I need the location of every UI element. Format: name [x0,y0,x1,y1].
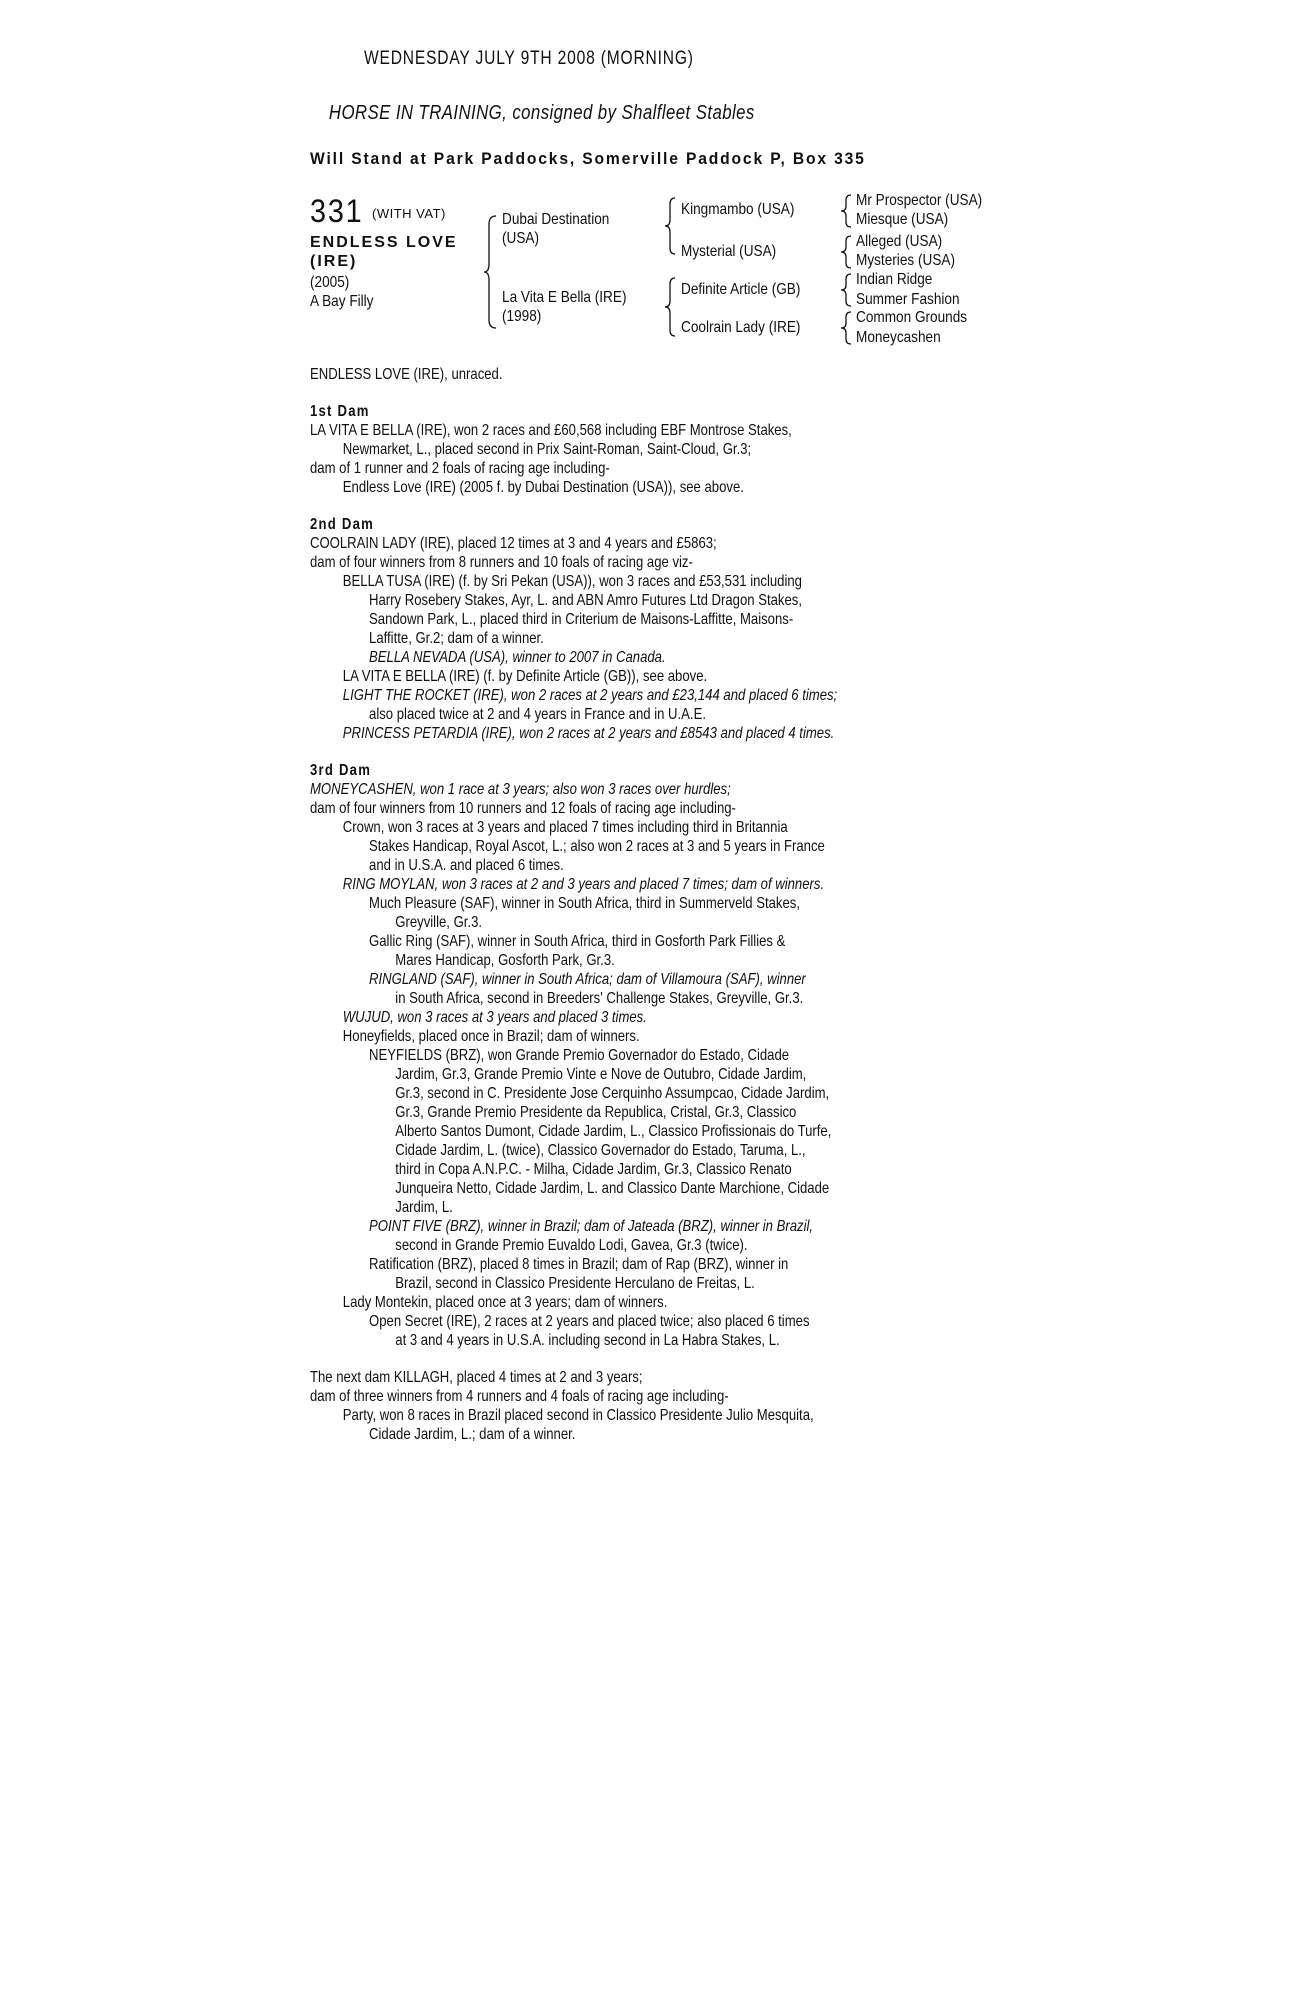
horse-details [310,273,373,311]
dam-year: (1998) [502,308,542,325]
dam3-line: Alberto Santos Dumont, Cidade Jardim, L., Classico Profissionais do Turfe, [395,1123,832,1140]
dam1-line: Endless Love (IRE) (2005 f. by Dubai Destination (USA)), see above. [342,479,744,496]
pedigree-brace-ds [840,272,852,308]
dam3-line: RING MOYLAN, won 3 races at 2 and 3 years and placed 7 times; dam of winners. [342,876,825,893]
dam2-line: BELLA TUSA (IRE) (f. by Sri Pekan (USA)), won 3 races and £53,531 including [342,573,802,590]
dam1-line: Newmarket, L., placed second in Prix Saint-Roman, Saint-Cloud, Gr.3; [342,441,752,458]
dam3-line: Junqueira Netto, Cidade Jardim, L. and Classico Dante Marchione, Cidade [395,1180,830,1197]
dam3-line: Gr.3, second in C. Presidente Jose Cerquinho Assumpcao, Cidade Jardim, [395,1085,830,1102]
dam2-line: Sandown Park, L., placed third in Criterium de Maisons-Laffitte, Maisons- [369,611,794,628]
pedigree-brace-dd [840,310,852,346]
dam1-line: dam of 1 runner and 2 foals of racing age including- [310,460,610,477]
dam-dam: Coolrain Lady (IRE) [681,319,801,336]
dam3-line: Greyville, Gr.3. [395,914,483,931]
sire-country: (USA) [502,230,540,247]
dam-dam-dam: Moneycashen [856,329,941,346]
sire-dam-sire: Alleged (USA) [856,233,943,250]
sire-name: Dubai Destination [502,211,610,228]
horse-name [310,233,460,271]
dam3-line: Stakes Handicap, Royal Ascot, L.; also won 2 races at 3 and 5 years in France [369,838,825,855]
horse-description: A Bay Filly [310,293,374,310]
dam3-line: Jardim, Gr.3, Grande Premio Vinte e Nove de Outubro, Cidade Jardim, [395,1066,807,1083]
dam2-line: BELLA NEVADA (USA), winner to 2007 in Canada. [369,649,666,666]
sire-dam: Mysterial (USA) [681,243,777,260]
sire-sire-sire: Mr Prospector (USA) [856,192,983,209]
dam3-line: Mares Handicap, Gosforth Park, Gr.3. [395,952,615,969]
dam3-line: Lady Montekin, placed once at 3 years; dam of winners. [342,1294,668,1311]
next-dam-line: Party, won 8 races in Brazil placed second in Classico Presidente Julio Mesquita, [342,1407,814,1424]
dam3-line: NEYFIELDS (BRZ), won Grande Premio Governador do Estado, Cidade [369,1047,790,1064]
dam3-line: second in Grande Premio Euvaldo Lodi, Gavea, Gr.3 (twice). [395,1237,748,1254]
next-dam-line: dam of three winners from 4 runners and 4 foals of racing age including- [310,1388,729,1405]
sire [502,210,609,248]
pedigree-brace-sd [840,234,852,270]
dam3-line: Much Pleasure (SAF), winner in South Africa, third in Summerveld Stakes, [369,895,800,912]
first-dam-heading: 1st Dam [310,403,370,420]
dam3-line: RINGLAND (SAF), winner in South Africa; dam of Villamoura (SAF), winner [369,971,806,988]
pedigree-brace-sire [664,196,676,256]
dam3-line: at 3 and 4 years in U.S.A. including second in La Habra Stakes, L. [395,1332,780,1349]
dam1-line: LA VITA E BELLA (IRE), won 2 races and £60,568 including EBF Montrose Stakes, [310,422,792,439]
sire-dam-dam: Mysteries (USA) [856,252,955,269]
dam3-line: Open Secret (IRE), 2 races at 2 years and placed twice; also placed 6 times [369,1313,810,1330]
dam3-line: and in U.S.A. and placed 6 times. [369,857,564,874]
pedigree-brace-main [483,214,497,330]
dam-name: La Vita E Bella (IRE) [502,289,627,306]
stand-location: Will Stand at Park Paddocks, Somerville Paddock P, Box 335 [310,149,866,168]
dam3-line: Brazil, second in Classico Presidente Herculano de Freitas, L. [395,1275,755,1292]
dam2-line: dam of four winners from 8 runners and 10 foals of racing age viz- [310,554,693,571]
lot-number: 331 [310,193,364,229]
dam2-line: LA VITA E BELLA (IRE) (f. by Definite Article (GB)), see above. [342,668,708,685]
dam3-line: third in Copa A.N.P.C. - Milha, Cidade Jardim, Gr.3, Classico Renato [395,1161,792,1178]
dam3-line: POINT FIVE (BRZ), winner in Brazil; dam of Jateada (BRZ), winner in Brazil, [369,1218,814,1235]
dam2-line: COOLRAIN LADY (IRE), placed 12 times at 3 and 4 years and £5863; [310,535,717,552]
race-record-intro: ENDLESS LOVE (IRE), unraced. [310,366,503,383]
dam3-line: dam of four winners from 10 runners and 12 foals of racing age including- [310,800,736,817]
dam3-line: Gr.3, Grande Premio Presidente da Republica, Cristal, Gr.3, Classico [395,1104,797,1121]
dam3-line: Ratification (BRZ), placed 8 times in Brazil; dam of Rap (BRZ), winner in [369,1256,789,1273]
dam2-line: Laffitte, Gr.2; dam of a winner. [369,630,544,647]
dam-sire-dam: Summer Fashion [856,291,960,308]
dam-dam-sire: Common Grounds [856,309,968,326]
dam3-line: Jardim, L. [395,1199,453,1216]
dam-sire-sire: Indian Ridge [856,271,933,288]
dam3-line: Honeyfields, placed once in Brazil; dam of winners. [342,1028,640,1045]
lot-header [310,193,446,230]
pedigree-brace-ss [840,193,852,229]
consignor-line: HORSE IN TRAINING, consigned by Shalfleet Stables [328,102,755,124]
dam3-line: in South Africa, second in Breeders' Challenge Stakes, Greyville, Gr.3. [395,990,804,1007]
sire-sire: Kingmambo (USA) [681,201,795,218]
dam [502,288,626,326]
dam2-line: LIGHT THE ROCKET (IRE), won 2 races at 2 years and £23,144 and placed 6 times; [342,687,838,704]
dam3-line: MONEYCASHEN, won 1 race at 3 years; also won 3 races over hurdles; [310,781,731,798]
dam-sire: Definite Article (GB) [681,281,801,298]
sale-date: WEDNESDAY JULY 9TH 2008 (MORNING) [364,48,694,69]
second-dam-heading: 2nd Dam [310,516,375,533]
foaling-year: (2005) [310,274,350,291]
dam2-line: also placed twice at 2 and 4 years in France and in U.A.E. [369,706,706,723]
next-dam-line: Cidade Jardim, L.; dam of a winner. [369,1426,576,1443]
catalogue-body [310,365,1000,1444]
dam2-line: PRINCESS PETARDIA (IRE), won 2 races at 2 years and £8543 and placed 4 times. [342,725,835,742]
dam3-line: Cidade Jardim, L. (twice), Classico Governador do Estado, Taruma, L., [395,1142,806,1159]
dam2-line: Harry Rosebery Stakes, Ayr, L. and ABN Amro Futures Ltd Dragon Stakes, [369,592,802,609]
horse-name-line1: ENDLESS LOVE [310,234,458,251]
dam3-line: Gallic Ring (SAF), winner in South Africa, third in Gosforth Park Fillies & [369,933,786,950]
dam3-line: WUJUD, won 3 races at 3 years and placed 3 times. [342,1009,647,1026]
vat-note: (WITH VAT) [372,206,446,221]
dam3-line: Crown, won 3 races at 3 years and placed 7 times including third in Britannia [342,819,788,836]
sire-sire-dam: Miesque (USA) [856,211,949,228]
third-dam-heading: 3rd Dam [310,762,372,779]
pedigree-brace-dam [664,276,676,338]
next-dam-line: The next dam KILLAGH, placed 4 times at 2 and 3 years; [310,1369,643,1386]
horse-name-line2: (IRE) [310,253,358,270]
